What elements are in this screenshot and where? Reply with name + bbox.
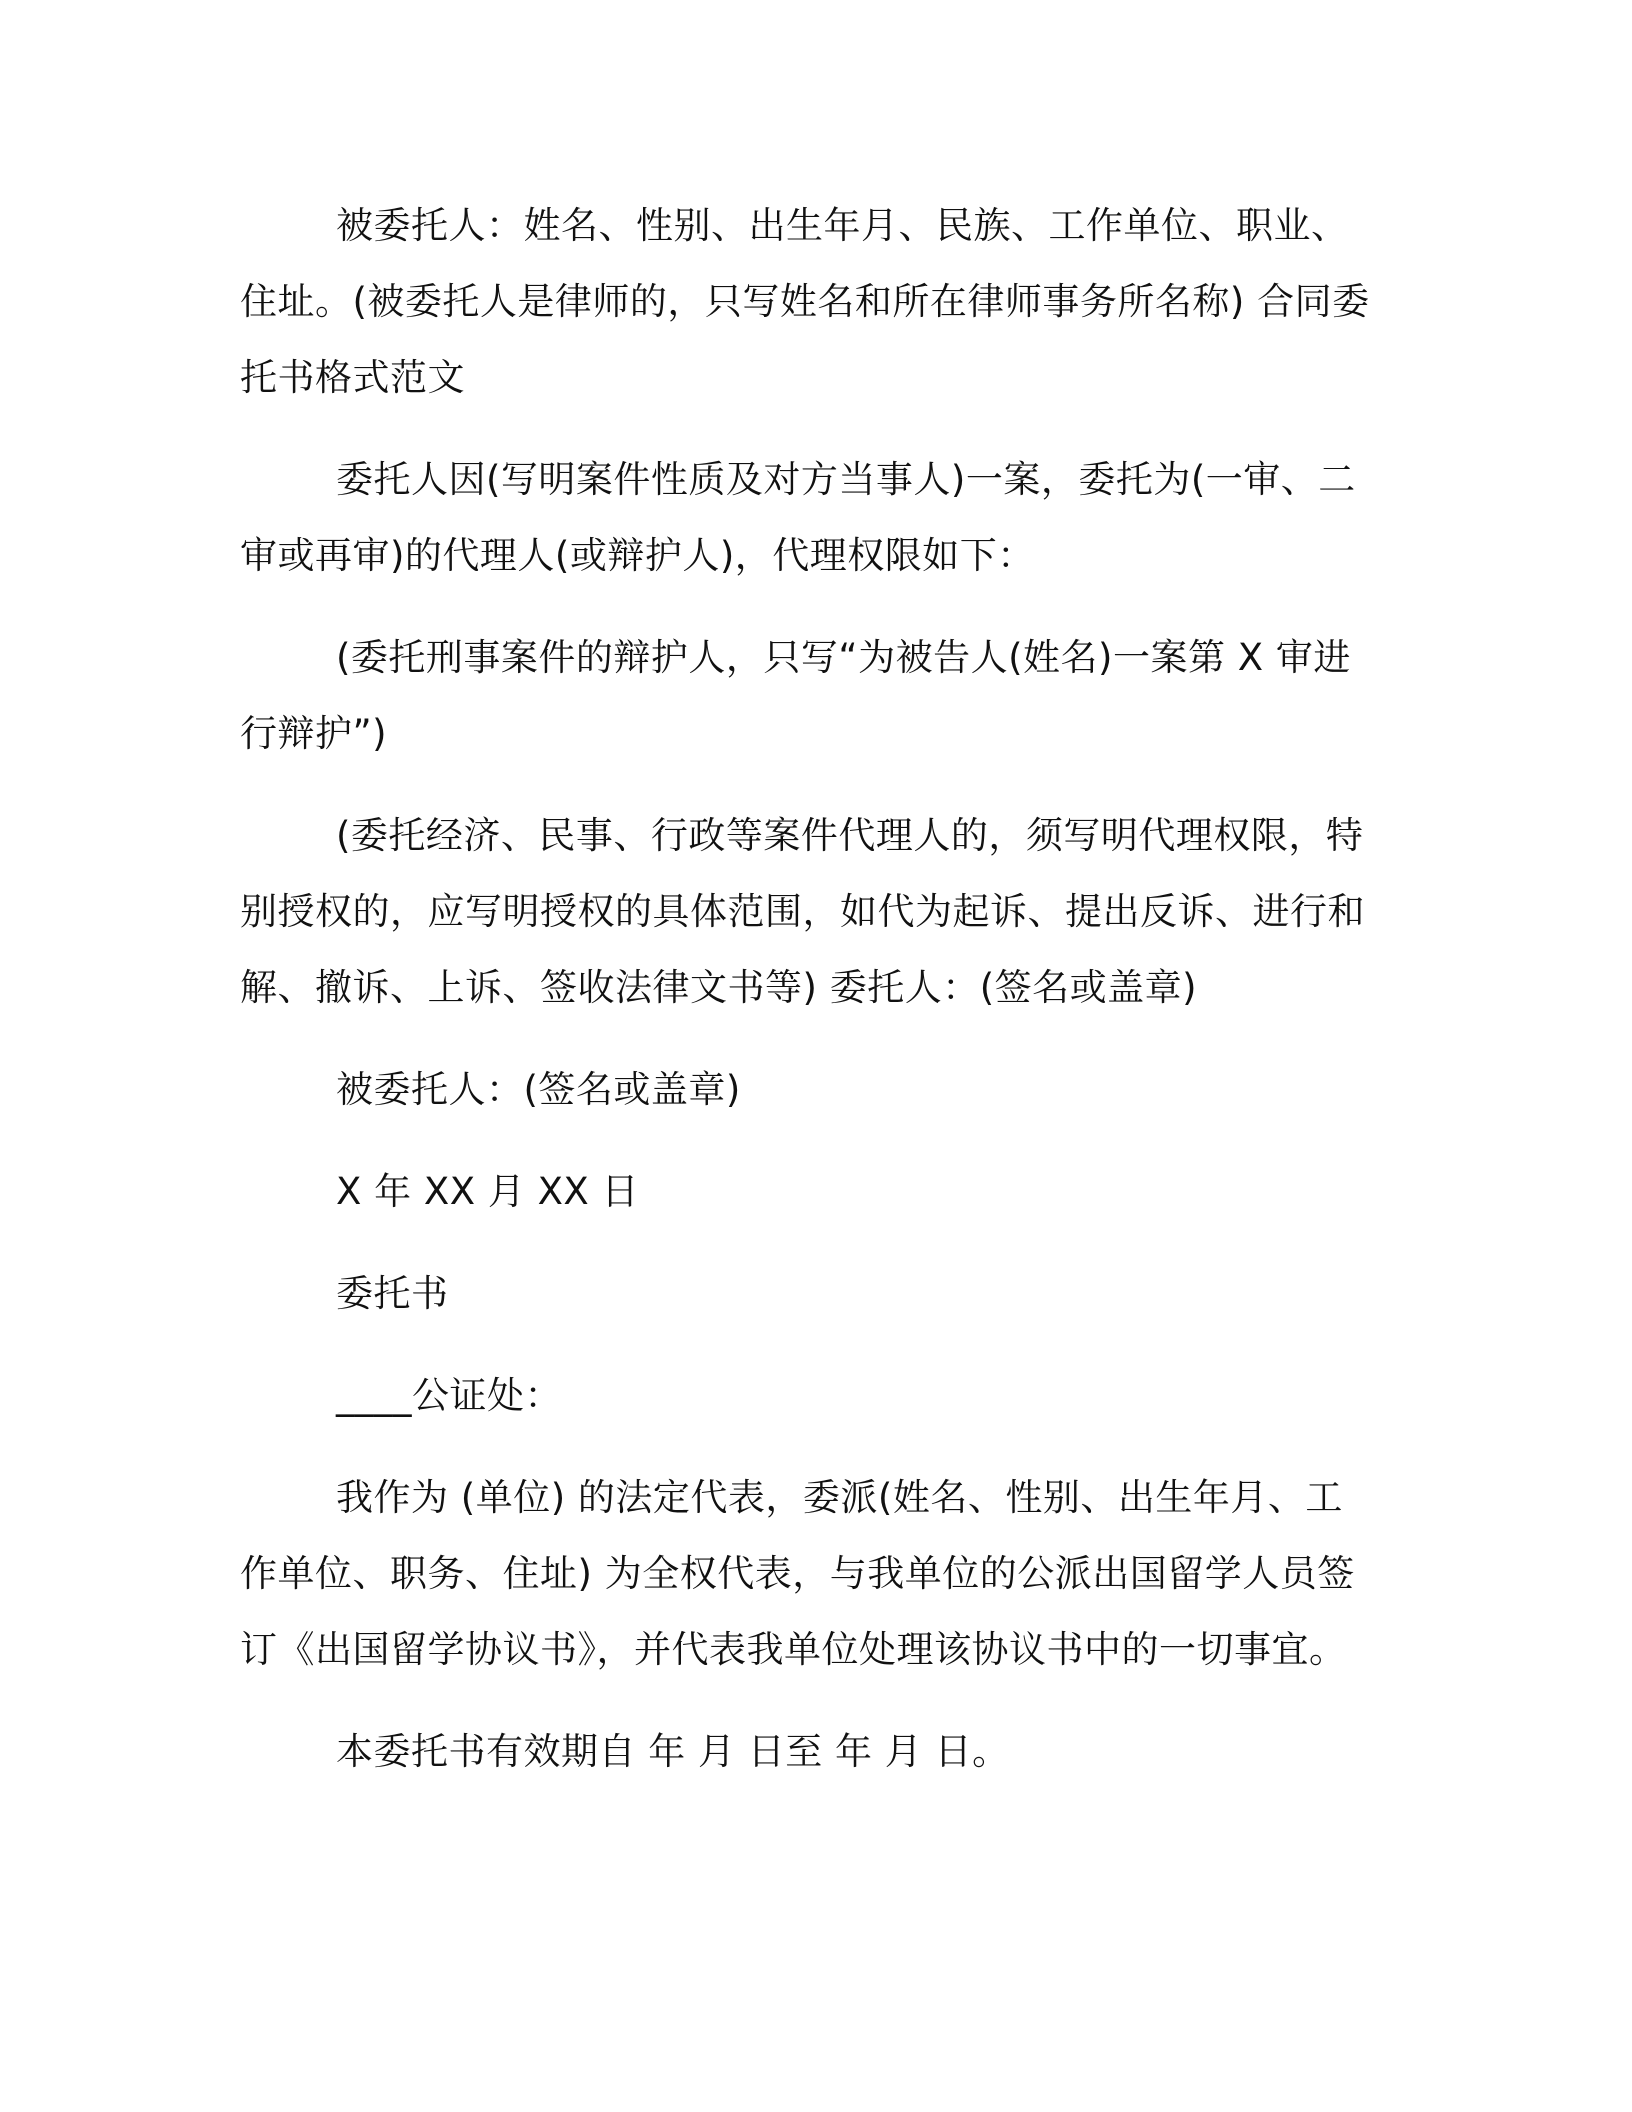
- document-body: [240, 188, 1378, 1790]
- paragraph-notary-office: ____公证处：: [336, 1374, 562, 1417]
- paragraph-entrusted-signature: 被委托人：(签名或盖章): [336, 1068, 741, 1111]
- paragraph-entrusting-case: 委托人因(写明案件性质及对方当事人)一案，委托为(一审、二审或再审)的代理人(或辩护人)，代理权限如下：: [240, 458, 1356, 577]
- paragraph-date: X 年 XX 月 XX 日: [336, 1170, 640, 1213]
- paragraph-heading-power-of-attorney: 委托书: [336, 1272, 449, 1315]
- paragraph-authorization-statement: 我作为 (单位) 的法定代表，委派(姓名、性别、出生年月、工作单位、职务、住址) 为全权代表，与我单位的公派出国留学人员签订《出国留学协议书》，并代表我单位处理该协议书中的一切事宜。: [240, 1476, 1355, 1671]
- paragraph-agency-authority-note: (委托经济、民事、行政等案件代理人的，须写明代理权限，特别授权的，应写明授权的具体范围，如代为起诉、提出反诉、进行和解、撤诉、上诉、签收法律文书等) 委托人：(签名或盖章): [240, 814, 1365, 1009]
- paragraph-entrusted-party-info: 被委托人：姓名、性别、出生年月、民族、工作单位、职业、住址。(被委托人是律师的，只写姓名和所在律师事务所名称) 合同委托书格式范文: [240, 204, 1370, 399]
- paragraph-validity-period: 本委托书有效期自 年 月 日至 年 月 日。: [336, 1730, 1010, 1773]
- paragraph-criminal-defense-note: (委托刑事案件的辩护人，只写“为被告人(姓名)一案第 X 审进行辩护”): [240, 636, 1351, 755]
